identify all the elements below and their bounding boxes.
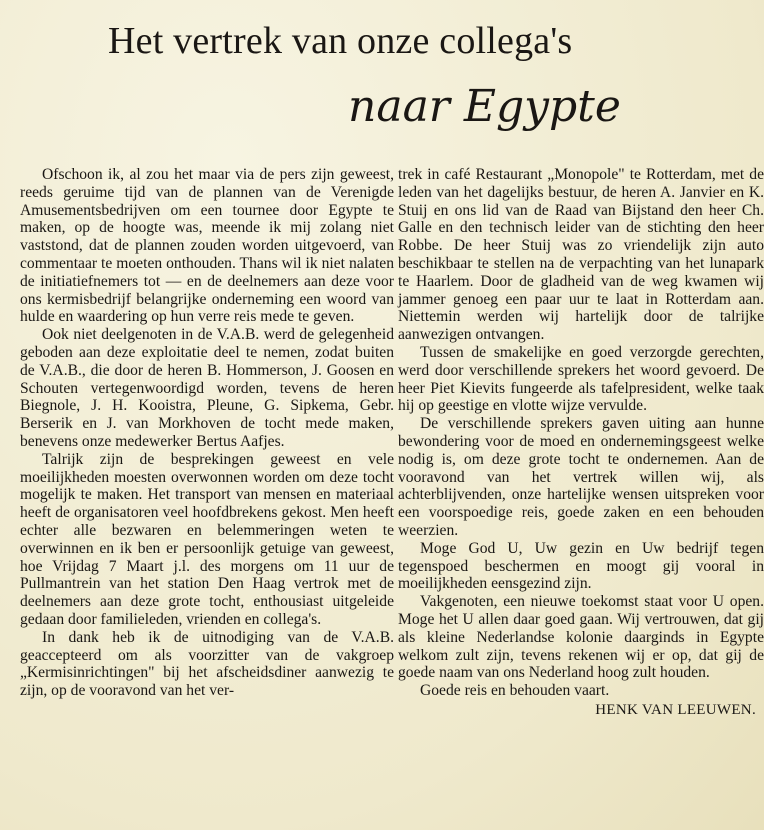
paragraph: Talrijk zijn de besprekingen geweest en vele moeilijkheden moesten overwonnen worden om deze tocht mogelijk te maken. Het transport van mensen en materiaal heeft de organisatoren veel hoofdbrekens gekost. Men heeft echter alle bezwaren en belemmeringen weten te overwinnen en ik ben er persoonlijk getuige van geweest, hoe Vrijdag 7 Maart j.l. des morgens om 11 uur de Pullmantrein van het station Den Haag vertrok met de deelnemers aan deze grote tocht, enthousiast uitgeleide gedaan door familieleden, vrienden en collega's.	[20, 450, 394, 628]
paragraph: In dank heb ik de uitnodiging van de V.A.B. geaccepteerd om als voorzitter van de vakgroep „Kermisinrichtingen" bij het afscheidsdiner aanwezig te zijn, op de vooravond van het ver-	[20, 628, 394, 700]
paragraph: Moge God U, Uw gezin en Uw bedrijf tegen tegenspoed beschermen en moogt gij vooral in moeilijkheden eensgezind zijn.	[398, 539, 764, 593]
article-title: Het vertrek van onze collega's	[108, 20, 573, 62]
author-signature: HENK VAN LEEUWEN.	[595, 701, 756, 718]
paragraph: Ofschoon ik, al zou het maar via de pers zijn geweest, reeds geruime tijd van de plannen van de Verenigde Amusementsbedrijven om een tournee door Egypte te maken, op de hoogte was, meende ik mij zolang niet vaststond, dat de plannen zouden worden uitgevoerd, van commentaar te moeten onthouden. Thans wil ik niet nalaten de initiatiefnemers tot — en de deelnemers aan deze voor ons kermisbedrijf belangrijke onderneming een woord van hulde en waardering op hun verre reis mede te geven.	[20, 166, 394, 326]
article-title-subline: naar Egypte	[348, 81, 621, 132]
paragraph: De verschillende sprekers gaven uiting aan hunne bewondering voor de moed en ondernemingsgeest welke nodig is, om deze grote tocht te ondernemen. Aan de vooravond van het vertrek willen wij, als achterblijvenden, onze hartelijke wensen uitspreken voor een voorspoedige reis, goede zaken en een behouden weerzien.	[398, 415, 764, 539]
paragraph: Goede reis en behouden vaart.	[420, 682, 610, 700]
right-text-column	[398, 166, 764, 720]
paragraph: Tussen de smakelijke en goed verzorgde gerechten, werd door verschillende sprekers het woord gevoerd. De heer Piet Kievits fungeerde als tafelpresident, welke taak hij op geestige en vlotte wijze vervulde.	[398, 343, 764, 415]
paragraph-continued: trek in café Restaurant „Monopole" te Rotterdam, met de leden van het dagelijks bestuur, de heren A. Janvier en K. Stuij en ons lid van de Raad van Bijstand den heer Ch. Galle en den technisch leider van de stichting den heer Robbe. De heer Stuij was zo vriendelijk zijn auto beschikbaar te stellen na de verpachting van het lunapark te Haarlem. Door de gladheid van de weg kwamen wij jammer genoeg een paar uur te laat in Rotterdam aan. Niettemin werden wij hartelijk door de talrijke aanwezigen ontvangen.	[398, 166, 764, 344]
left-text-column	[20, 166, 394, 700]
paragraph: Ook niet deelgenoten in de V.A.B. werd de gelegenheid geboden aan deze exploitatie deel te nemen, zodat buiten de V.A.B., die door de heren B. Hommerson, J. Goosen en Schouten vertegenwoordigd worden, tevens de heren Biegnole, J. H. Kooistra, Pleune, G. Sipkema, Gebr. Berserik en J. van Morkhoven de tocht mede maken, benevens onze medewerker Bertus Aafjes.	[20, 326, 394, 450]
paragraph: Vakgenoten, een nieuwe toekomst staat voor U open. Moge het U allen daar goed gaan. Wij vertrouwen, dat gij als kleine Nederlandse kolonie daarginds in Egypte welkom zult zijn, tevens rekenen wij er op, dat gij de goede naam van ons Nederland hoog zult houden.	[398, 593, 764, 682]
